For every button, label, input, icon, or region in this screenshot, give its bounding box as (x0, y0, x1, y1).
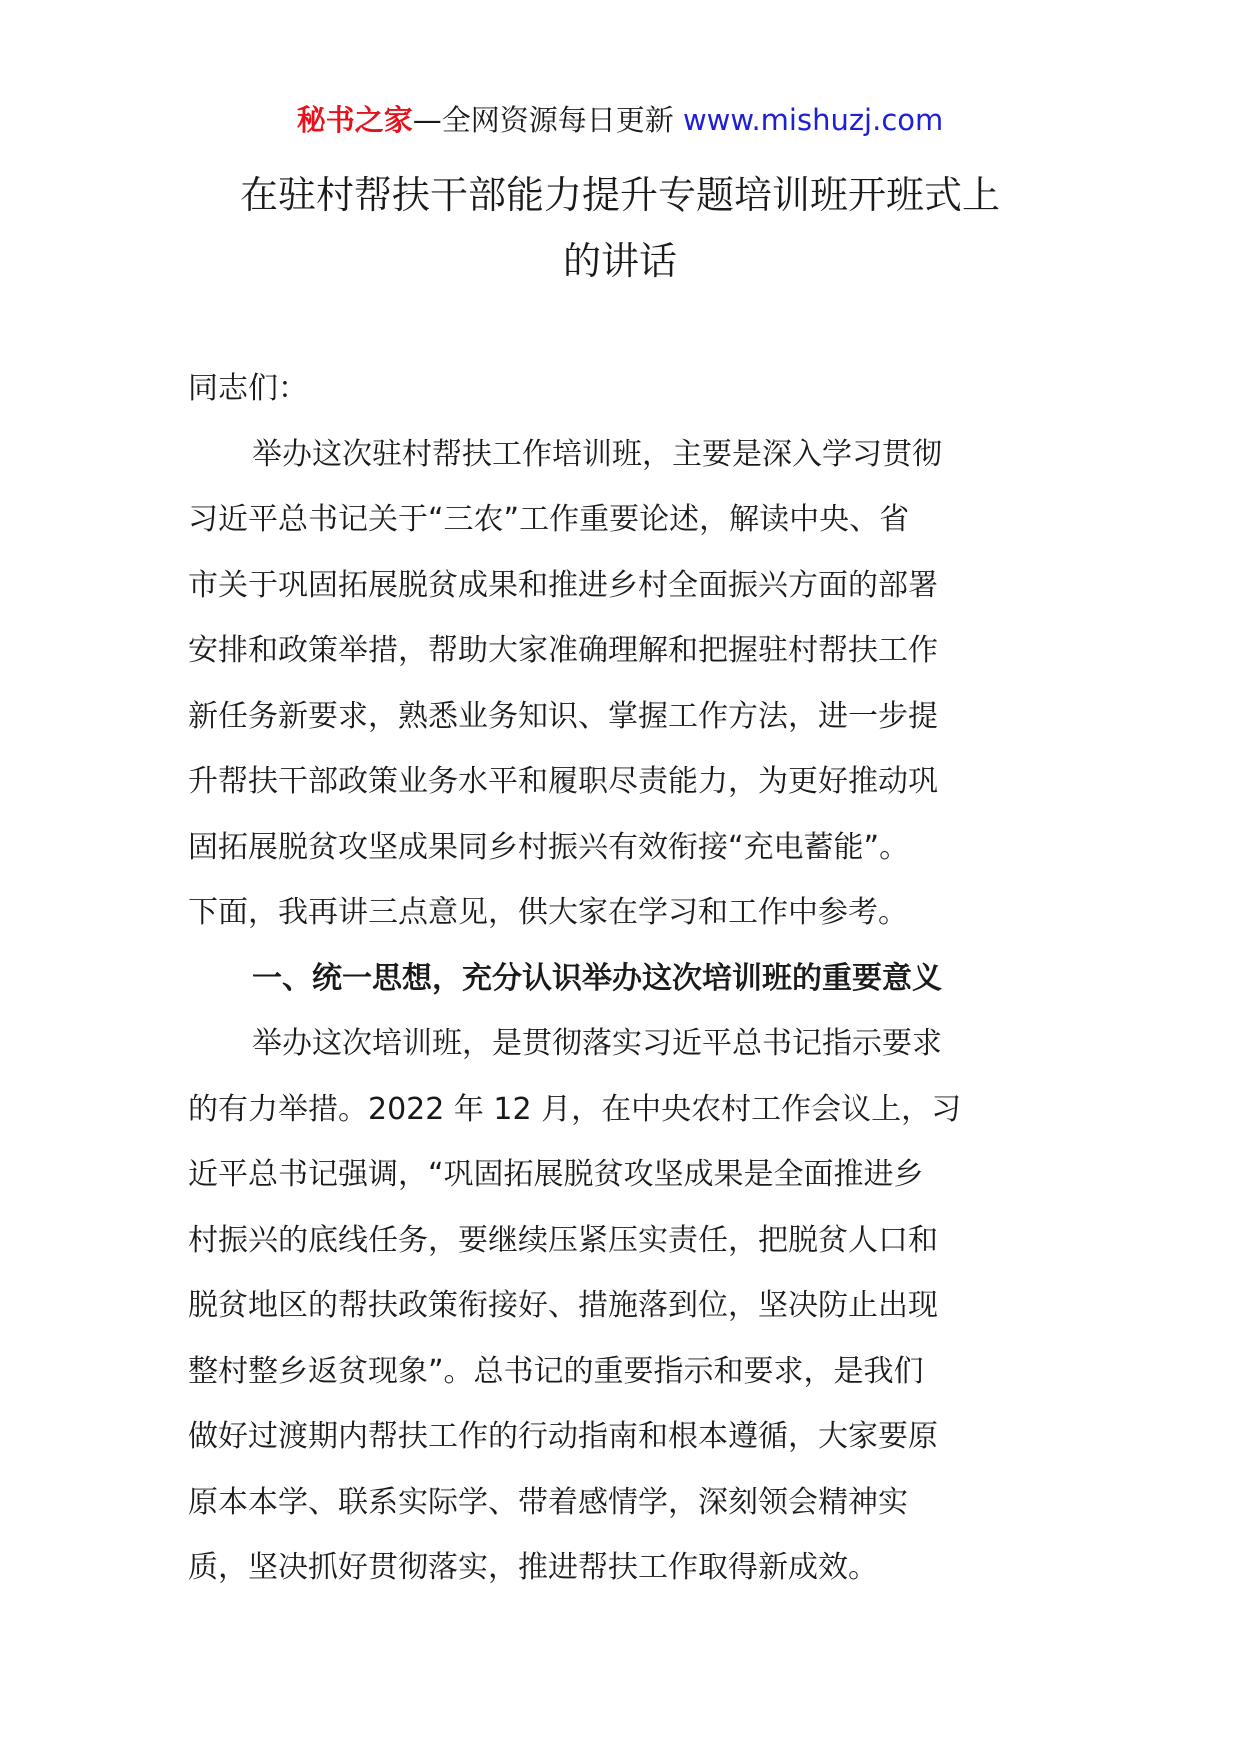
paragraph-line: 质，坚决抓好贯彻落实，推进帮扶工作取得新成效。 (188, 1550, 878, 1585)
document-body (188, 356, 1048, 1601)
paragraph-line: 整村整乡返贫现象”。总书记的重要指示和要求，是我们 (188, 1353, 924, 1389)
paragraph-line: 原本本学、联系实际学、带着感情学，深刻领会精神实 (188, 1484, 908, 1520)
brand-name: 秘书之家 (296, 103, 413, 137)
paragraph-line: 举办这次驻村帮扶工作培训班，主要是深入学习贯彻 (252, 436, 942, 472)
header-tagline: —全网资源每日更新 (412, 103, 683, 137)
paragraph-line: 近平总书记强调，“巩固拓展脱贫攻坚成果是全面推进乡 (188, 1157, 924, 1192)
section-heading: 一、统一思想，充分认识举办这次培训班的重要意义 (252, 960, 942, 996)
paragraph-line: 市关于巩固拓展脱贫成果和推进乡村全面振兴方面的部署 (188, 567, 938, 603)
paragraph-line: 安排和政策举措，帮助大家准确理解和把握驻村帮扶工作 (188, 633, 938, 668)
paragraph-line: 村振兴的底线任务，要继续压紧压实责任，把脱贫人口和 (188, 1222, 938, 1258)
title-line: 的讲话 (562, 239, 677, 283)
paragraph-line: 做好过渡期内帮扶工作的行动指南和根本遵循，大家要原 (188, 1419, 938, 1454)
watermark-header (0, 100, 1240, 140)
paragraph-line: 新任务新要求，熟悉业务知识、掌握工作方法，进一步提 (188, 698, 938, 734)
paragraph-line: 习近平总书记关于“三农”工作重要论述，解读中央、省 (188, 502, 910, 537)
paragraph-line: 举办这次培训班，是贯彻落实习近平总书记指示要求 (252, 1026, 942, 1061)
title-line: 在驻村帮扶干部能力提升专题培训班开班式上 (239, 173, 1000, 217)
paragraph-line: 脱贫地区的帮扶政策衔接好、措施落到位，坚决防止出现 (188, 1288, 938, 1323)
paragraph-line: 下面，我再讲三点意见，供大家在学习和工作中参考。 (188, 895, 908, 930)
document-title (120, 162, 1120, 294)
salutation: 同志们： (188, 371, 308, 406)
paragraph-line: 固拓展脱贫攻坚成果同乡村振兴有效衔接“充电蓄能”。 (188, 829, 910, 865)
header-url-link[interactable]: www.mishuzj.com (682, 103, 944, 137)
paragraph-line: 升帮扶干部政策业务水平和履职尽责能力，为更好推动巩 (188, 764, 938, 799)
paragraph-line: 的有力举措。2022 年 12 月，在中央农村工作会议上，习 (188, 1091, 962, 1127)
